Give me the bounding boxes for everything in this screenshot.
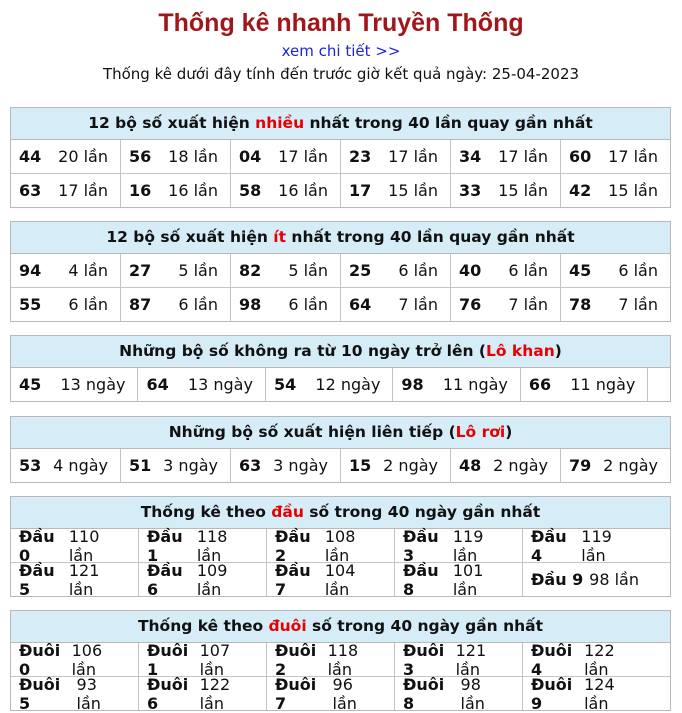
table-cell: 79 2 ngày: [569, 456, 658, 475]
table-row: [11, 640, 670, 679]
table-cell: Đuôi 8 98 lần: [395, 677, 523, 710]
table-cell: 27 5 lần: [121, 254, 231, 287]
table-cell: 87 6 lần: [121, 288, 231, 321]
table-cell: Đầu 5 121 lần: [11, 563, 139, 596]
table-cell: 33 15 lần: [451, 174, 561, 207]
table-cell: 04 17 lần: [231, 140, 341, 173]
table-cell: 98 11 ngày: [393, 368, 520, 401]
table-cell: Đầu 1 118 lần: [139, 529, 267, 562]
table-cell: Đầu 3 119 lần: [395, 529, 523, 562]
most-frequent-table: [10, 107, 671, 208]
table-row: [11, 449, 670, 482]
table-cell: 66 11 ngày: [521, 368, 648, 401]
table-cell: Đuôi 9 124 lần: [531, 674, 615, 713]
table-cell: 51 3 ngày: [121, 449, 231, 482]
detail-link[interactable]: xem chi tiết >>: [281, 42, 401, 60]
table-row: [11, 254, 670, 288]
table-cell: 58 16 lần: [231, 174, 341, 207]
table-cell: Đầu 8 101 lần: [395, 563, 523, 596]
duoi-stats-table: [10, 610, 671, 711]
table-cell: 56 18 lần: [121, 140, 231, 173]
table-row: [11, 560, 670, 599]
table-cell: 78 7 lần: [569, 295, 658, 314]
table-cell: 53 4 ngày: [11, 449, 121, 482]
table-cell: Đuôi 1 107 lần: [139, 643, 267, 676]
table-cell: 63 17 lần: [11, 174, 121, 207]
table-cell: Đuôi 7 96 lần: [267, 677, 395, 710]
table-row: [11, 140, 670, 174]
table-row: [11, 674, 670, 713]
table-cell: 25 6 lần: [341, 254, 451, 287]
table-cell: 42 15 lần: [569, 181, 658, 200]
table-cell: 40 6 lần: [451, 254, 561, 287]
table-row: [11, 174, 670, 207]
table-cell: Đầu 4 119 lần: [531, 526, 612, 565]
table-cell: 48 2 ngày: [451, 449, 561, 482]
lo-khan-heading: Những bộ số không ra từ 10 ngày trở lên (Lô khan): [11, 336, 670, 368]
table-cell: 55 6 lần: [11, 288, 121, 321]
most-frequent-heading: 12 bộ số xuất hiện nhiều nhất trong 40 lần quay gần nhất: [11, 108, 670, 140]
table-row: [11, 368, 670, 401]
page-subtitle: Thống kê dưới đây tính đến trước giờ kết quả ngày: 25-04-2023: [102, 65, 580, 83]
table-cell: 15 2 ngày: [341, 449, 451, 482]
duoi-stats-heading: Thống kê theo đuôi số trong 40 ngày gần nhất: [11, 611, 670, 643]
table-cell: Đuôi 2 118 lần: [267, 643, 395, 676]
table-cell: 16 16 lần: [121, 174, 231, 207]
table-cell: 63 3 ngày: [231, 449, 341, 482]
table-cell: Đuôi 5 93 lần: [11, 677, 139, 710]
table-cell: 17 15 lần: [341, 174, 451, 207]
least-frequent-table: [10, 221, 671, 322]
table-cell: 64 7 lần: [341, 288, 451, 321]
table-cell: 94 4 lần: [11, 254, 121, 287]
table-row: [11, 288, 670, 321]
table-cell: 34 17 lần: [451, 140, 561, 173]
table-cell: 64 13 ngày: [138, 368, 265, 401]
table-cell: Đầu 2 108 lần: [267, 529, 395, 562]
table-row: [11, 526, 670, 565]
table-cell: 82 5 lần: [231, 254, 341, 287]
table-cell: 54 12 ngày: [266, 368, 393, 401]
lo-roi-heading: Những bộ số xuất hiện liên tiếp (Lô rơi): [11, 417, 670, 449]
table-cell: Đầu 9 98 lần: [531, 570, 639, 589]
empty-cell: [648, 368, 670, 401]
table-cell: 76 7 lần: [451, 288, 561, 321]
table-cell: 45 13 ngày: [11, 368, 138, 401]
table-cell: 44 20 lần: [11, 140, 121, 173]
lo-khan-table: [10, 335, 671, 402]
table-cell: 98 6 lần: [231, 288, 341, 321]
table-cell: 45 6 lần: [569, 261, 658, 280]
table-cell: Đầu 7 104 lần: [267, 563, 395, 596]
least-frequent-heading: 12 bộ số xuất hiện ít nhất trong 40 lần quay gần nhất: [11, 222, 670, 254]
dau-stats-heading: Thống kê theo đầu số trong 40 ngày gần nhất: [11, 497, 670, 529]
lo-roi-table: [10, 416, 671, 483]
table-cell: Đuôi 4 122 lần: [531, 640, 615, 679]
table-cell: Đầu 0 110 lần: [11, 529, 139, 562]
table-cell: Đuôi 6 122 lần: [139, 677, 267, 710]
table-cell: Đuôi 0 106 lần: [11, 643, 139, 676]
dau-stats-table: [10, 496, 671, 597]
table-cell: Đuôi 3 121 lần: [395, 643, 523, 676]
table-cell: 60 17 lần: [569, 147, 658, 166]
page-title: Thống kê nhanh Truyền Thống: [158, 9, 524, 37]
table-cell: Đầu 6 109 lần: [139, 563, 267, 596]
page-header: [0, 0, 682, 83]
table-cell: 23 17 lần: [341, 140, 451, 173]
